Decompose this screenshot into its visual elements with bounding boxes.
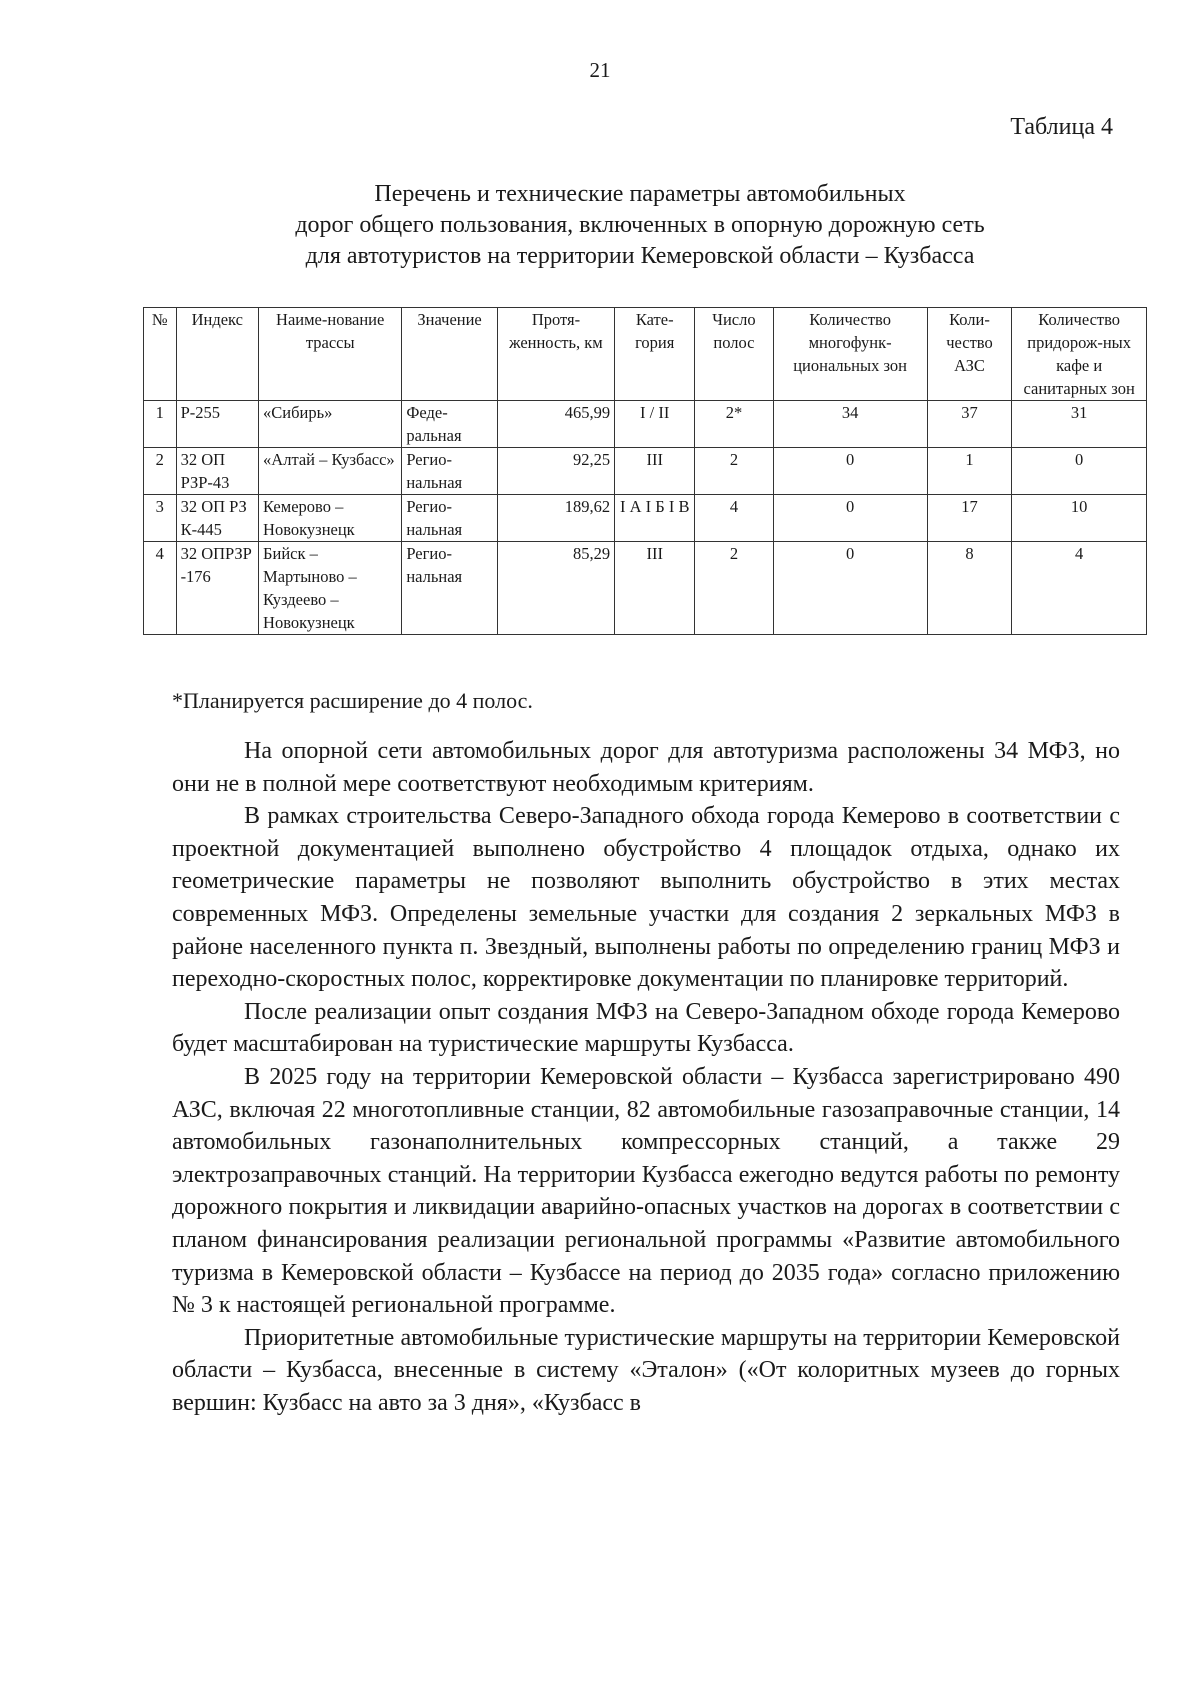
cell-route-name: Бийск – Мартыново – Куздеево – Новокузнецк [259,542,402,635]
table-label: Таблица 4 [1010,114,1113,140]
cell-length: 189,62 [497,495,614,542]
cell-index: Р-255 [176,401,258,448]
cell-mfz-count: 34 [773,401,927,448]
table-row [144,448,1147,495]
cell-number: 3 [144,495,177,542]
cell-significance: Регио-нальная [402,448,498,495]
table-row [144,542,1147,635]
table-title-line: дорог общего пользования, включенных в опорную дорожную сеть [295,212,985,238]
cell-category: I А I Б I В [615,495,695,542]
cell-length: 92,25 [497,448,614,495]
cell-index: 32 ОП РЗ К-445 [176,495,258,542]
paragraph: В 2025 году на территории Кемеровской области – Кузбасса зарегистрировано 490 АЗС, включая 22 многотопливные станции, 82 автомобильные газозаправочные станции, 14 автомобильных газонаполнительных компрессорных станций, а также 29 электрозаправочных станций. На территории Кузбасса ежегодно ведутся работы по ремонту дорожного покрытия и ликвидации аварийно-опасных участков на дорогах в соответствии с планом финансирования реализации региональной программы «Развитие автомобильного туризма в Кемеровской области – Кузбассе на период до 2035 года» согласно приложению № 3 к настоящей региональной программе. [172,1063,1120,1319]
body-text [172,735,1120,1419]
header-length: Протя-женность, км [497,308,614,401]
header-number: № [144,308,177,401]
cell-significance: Регио-нальная [402,495,498,542]
table-title-line: Перечень и технические параметры автомобильных [374,181,906,207]
cell-lanes: 4 [695,495,773,542]
roads-table [143,307,1147,635]
cell-significance: Регио-нальная [402,542,498,635]
cell-lanes: 2 [695,448,773,495]
cell-gas-stations: 1 [927,448,1012,495]
header-index: Индекс [176,308,258,401]
cell-gas-stations: 17 [927,495,1012,542]
cell-index: 32 ОП РЗР-43 [176,448,258,495]
cell-mfz-count: 0 [773,448,927,495]
cell-category: III [615,542,695,635]
cell-lanes: 2* [695,401,773,448]
header-route-name: Наиме-нование трассы [259,308,402,401]
cell-cafes: 0 [1012,448,1147,495]
page-number: 21 [589,58,611,82]
paragraph: После реализации опыт создания МФЗ на Северо-Западном обходе города Кемерово будет масштабирован на туристические маршруты Кузбасса. [172,998,1120,1058]
cell-mfz-count: 0 [773,542,927,635]
cell-route-name: «Алтай – Кузбасс» [259,448,402,495]
cell-category: I / II [615,401,695,448]
cell-lanes: 2 [695,542,773,635]
table-title [120,179,1160,272]
cell-mfz-count: 0 [773,495,927,542]
header-mfz-count: Количество многофунк-циональных зон [773,308,927,401]
header-significance: Значение [402,308,498,401]
table-row [144,401,1147,448]
paragraph: В рамках строительства Северо-Западного обхода города Кемерово в соответствии с проектной документацией выполнено обустройство 4 площадок отдыха, однако их геометрические параметры не позволяют выполнить обустройство в этих местах современных МФЗ. Определены земельные участки для создания 2 зеркальных МФЗ в районе населенного пункта п. Звездный, выполнены работы по определению границ МФЗ и переходно-скоростных полос, корректировке документации по планировке территорий. [172,803,1120,993]
cell-index: 32 ОПРЗР -176 [176,542,258,635]
cell-route-name: Кемерово – Новокузнецк [259,495,402,542]
cell-cafes: 31 [1012,401,1147,448]
cell-number: 4 [144,542,177,635]
table-header-row [144,308,1147,401]
cell-number: 1 [144,401,177,448]
header-cafes: Количество придорож-ных кафе и санитарных зон [1012,308,1147,401]
cell-category: III [615,448,695,495]
cell-number: 2 [144,448,177,495]
cell-significance: Феде-ральная [402,401,498,448]
cell-length: 465,99 [497,401,614,448]
cell-gas-stations: 37 [927,401,1012,448]
cell-route-name: «Сибирь» [259,401,402,448]
cell-gas-stations: 8 [927,542,1012,635]
paragraph: Приоритетные автомобильные туристические маршруты на территории Кемеровской области – Кузбасса, внесенные в систему «Эталон» («От колоритных музеев до горных вершин: Кузбасс на авто за 3 дня», «Кузбасс в [172,1324,1120,1416]
header-lanes: Число полос [695,308,773,401]
paragraph: На опорной сети автомобильных дорог для автотуризма расположены 34 МФЗ, но они не в полной мере соответствуют необходимым критериям. [172,738,1120,797]
table-footnote: *Планируется расширение до 4 полос. [172,688,533,713]
table-title-line: для автотуристов на территории Кемеровской области – Кузбасса [305,243,975,269]
cell-cafes: 4 [1012,542,1147,635]
cell-cafes: 10 [1012,495,1147,542]
header-gas-stations: Коли-чество АЗС [927,308,1012,401]
cell-length: 85,29 [497,542,614,635]
table-row [144,495,1147,542]
header-category: Кате-гория [615,308,695,401]
